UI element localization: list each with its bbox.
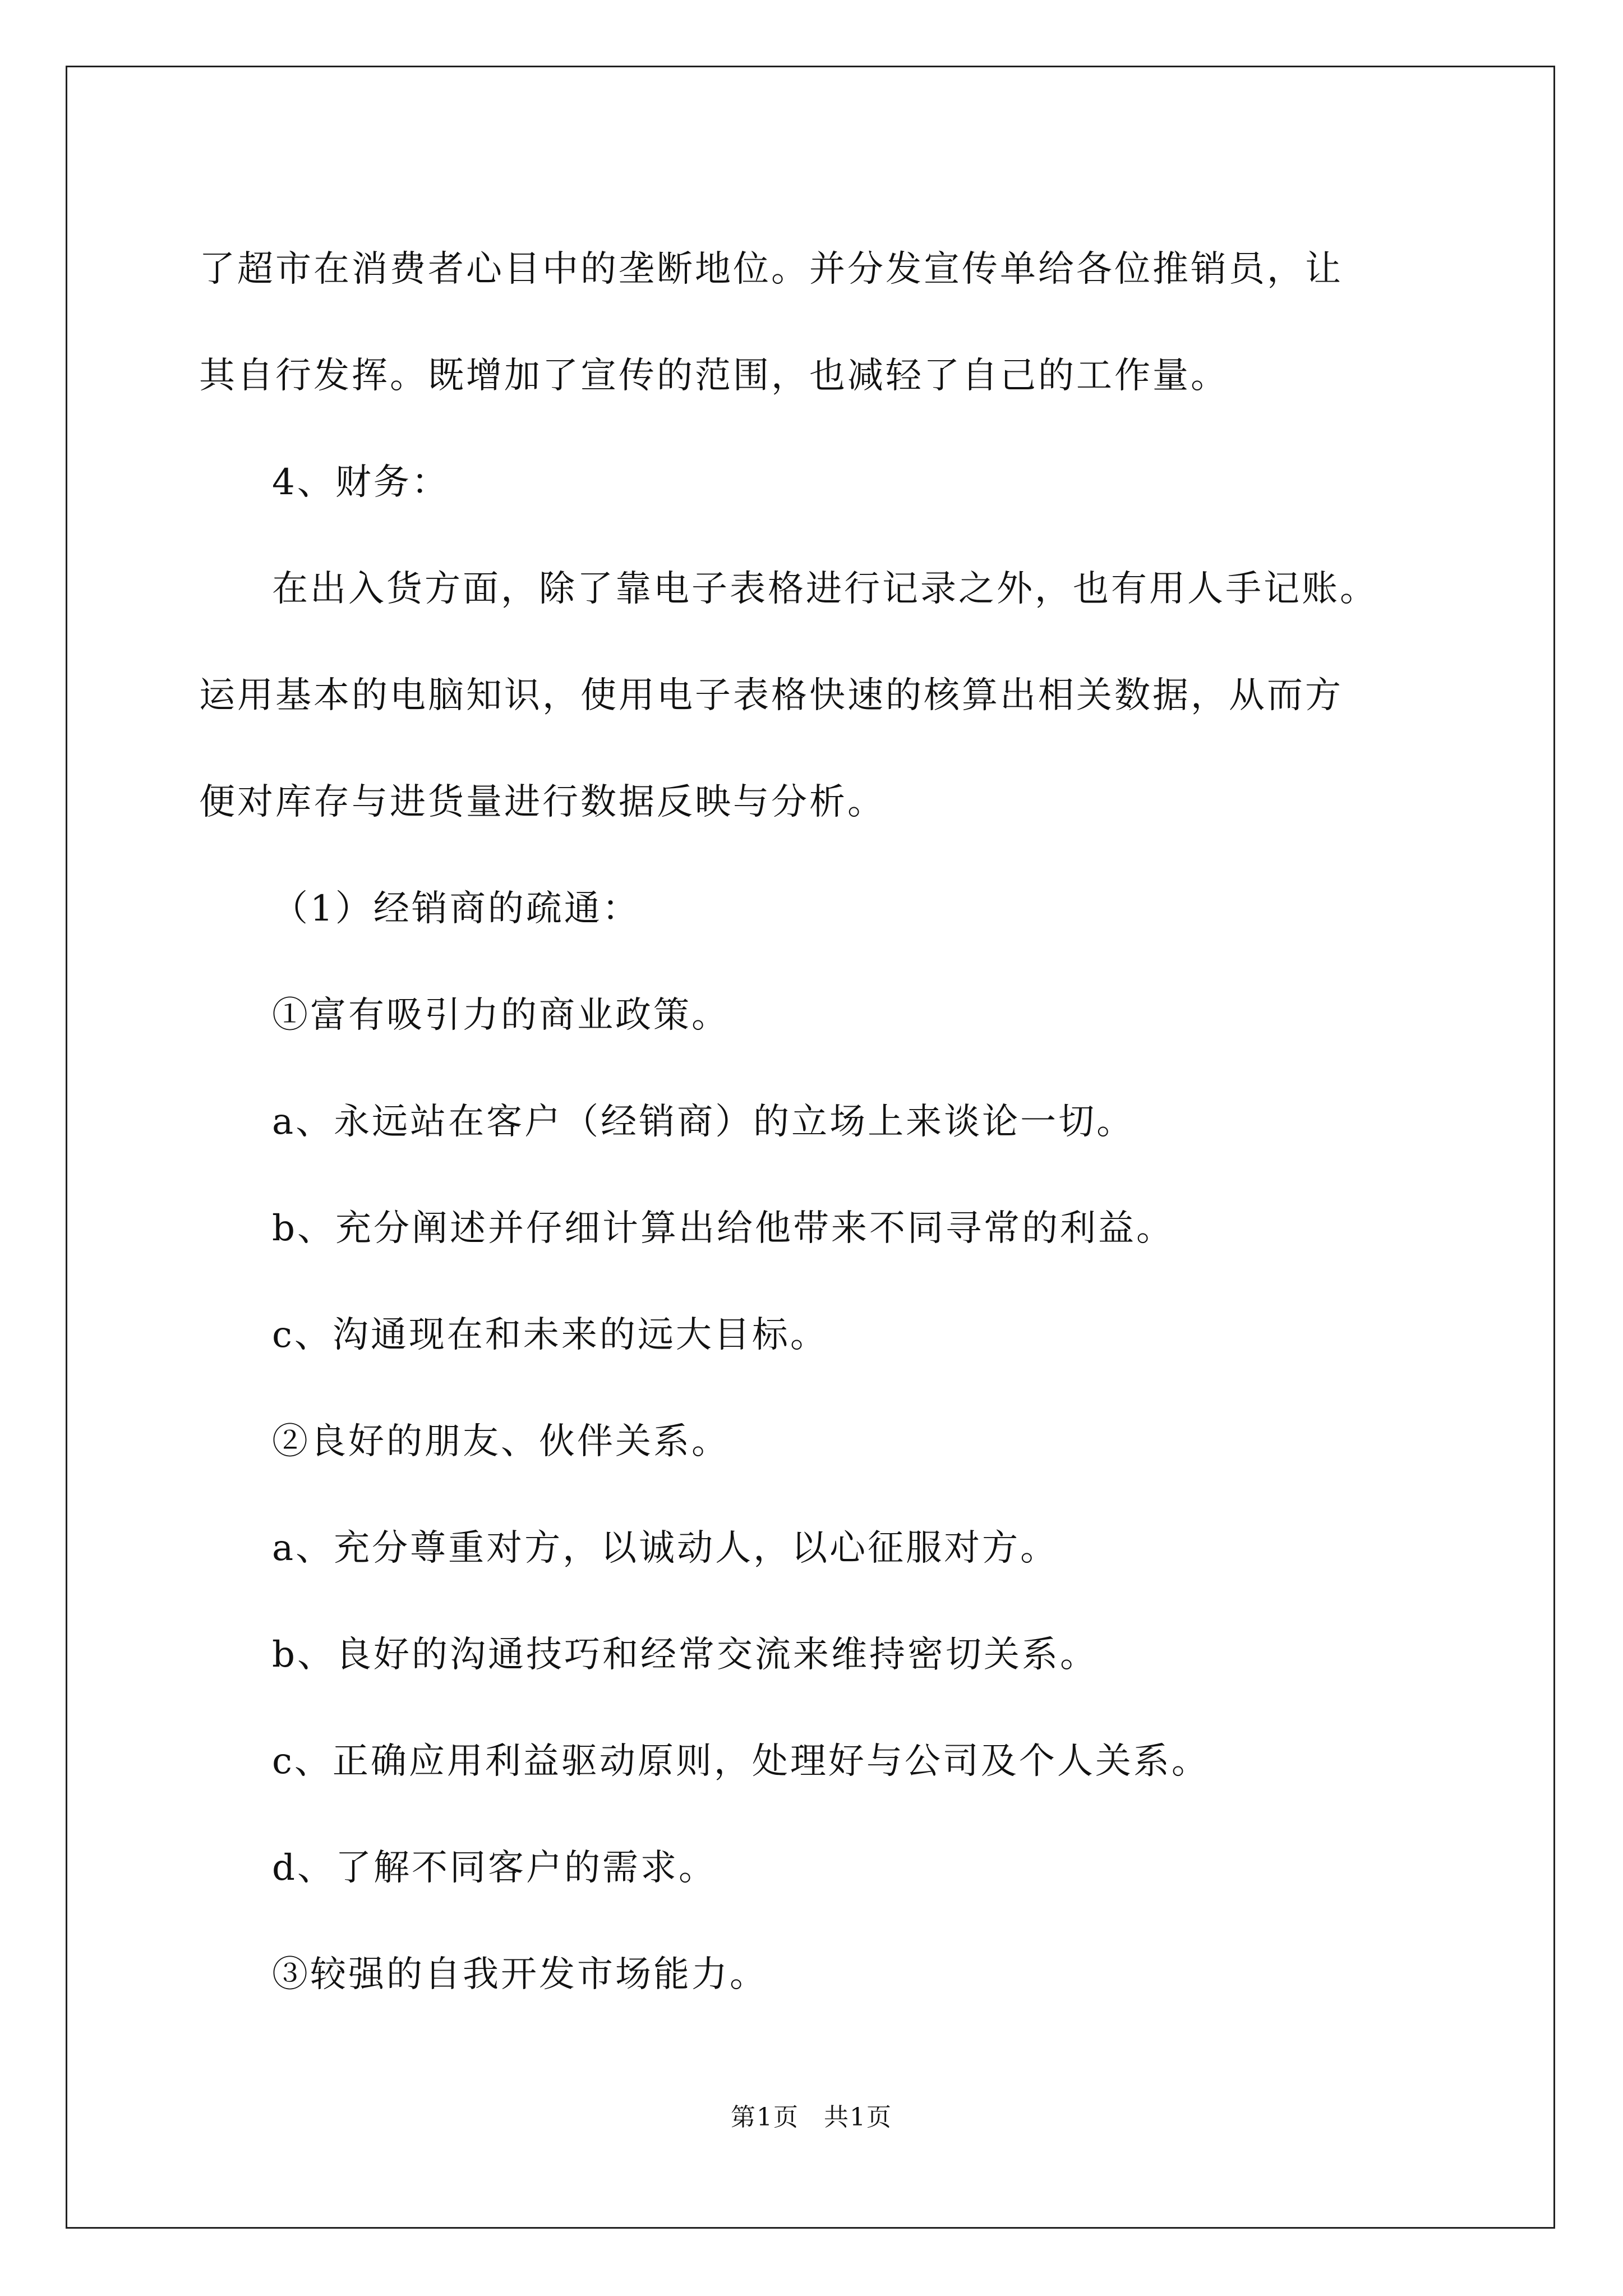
paragraph-line: 便对库存与进货量进行数据反映与分析。 — [199, 781, 886, 823]
page-footer — [0, 2101, 1623, 2134]
paragraph-line: 在出入货方面，除了靠电子表格进行记录之外，也有用人手记账。 — [272, 568, 1378, 610]
paragraph-line: 了超市在消费者心目中的垄断地位。并分发宣传单给各位推销员，让 — [199, 249, 1343, 290]
page-total: 共1页 — [824, 2103, 892, 2132]
list-item: ②良好的朋友、伙伴关系。 — [272, 1421, 730, 1462]
subsection-heading: （1）经销商的疏通： — [272, 888, 640, 930]
list-item: b、充分阐述并仔细计算出给他带来不同寻常的利益。 — [272, 1208, 1174, 1249]
list-item: c、沟通现在和未来的远大目标。 — [272, 1314, 828, 1356]
list-item: d、了解不同客户的需求。 — [272, 1847, 717, 1889]
list-item: ③较强的自我开发市场能力。 — [272, 1954, 768, 1995]
paragraph-line: 其自行发挥。既增加了宣传的范围，也减轻了自己的工作量。 — [199, 355, 1229, 397]
list-item: ①富有吸引力的商业政策。 — [272, 995, 730, 1036]
document-body — [199, 216, 1455, 2028]
list-item: c、正确应用利益驱动原则，处理好与公司及个人关系。 — [272, 1741, 1210, 1782]
page-number: 第1页 — [731, 2103, 799, 2132]
section-heading: 4、财务： — [272, 462, 450, 503]
list-item: b、良好的沟通技巧和经常交流来维持密切关系。 — [272, 1634, 1098, 1676]
paragraph-line: 运用基本的电脑知识，使用电子表格快速的核算出相关数据，从而方 — [199, 675, 1343, 716]
list-item: a、永远站在客户（经销商）的立场上来谈论一切。 — [272, 1101, 1135, 1143]
list-item: a、充分尊重对方，以诚动人，以心征服对方。 — [272, 1527, 1059, 1569]
